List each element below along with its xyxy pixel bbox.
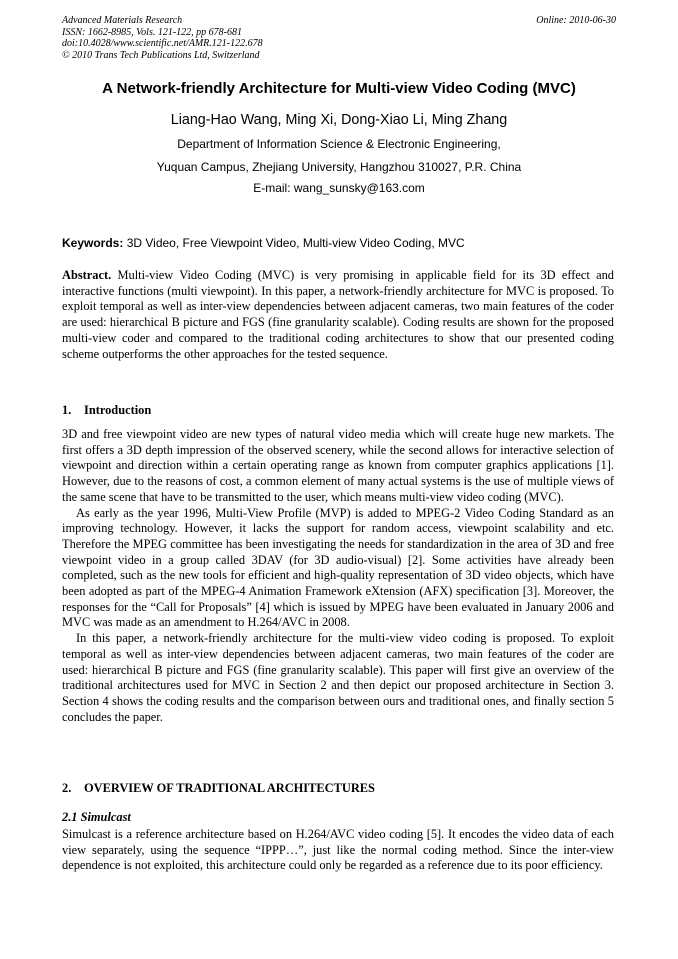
section-1-title: Introduction xyxy=(84,403,152,417)
abstract xyxy=(62,268,614,362)
section-1-number: 1. xyxy=(62,403,72,417)
keywords-text: 3D Video, Free Viewpoint Video, Multi-view Video Coding, MVC xyxy=(126,236,465,250)
affiliation-line-1: Department of Information Science & Electronic Engineering, xyxy=(177,137,501,151)
subsection-2-1-text: Simulcast is a reference architecture based on H.264/AVC video coding [5]. It encodes the video data of each view separately, using the sequence “IPPP…”, just like the normal coding method. Since the inter-view dependence is not exploited, this architecture could only be regarded as a reference due to its poor efficiency. xyxy=(62,827,614,873)
author-list: Liang-Hao Wang, Ming Xi, Dong-Xiao Li, Ming Zhang xyxy=(170,112,508,128)
section-1-body xyxy=(62,427,614,725)
journal-header xyxy=(62,15,616,61)
section-1-heading xyxy=(62,403,614,418)
section-1-paragraph: 3D and free viewpoint video are new types of natural video media which will create huge new markets. The first offers a 3D depth impression of the observed scenery, while the second allows for interactive selection of viewpoint and direction within a certain operating range as known from computer graphics applications [1]. However, due to the reasons of cost, a common element of many actual systems is the use of multiple views of the same scene that have to be transmitted to the user, which means multi-view video coding (MVC). xyxy=(62,427,614,504)
copyright-line: © 2010 Trans Tech Publications Ltd, Switzerland xyxy=(62,49,260,61)
journal-name: Advanced Materials Research xyxy=(62,15,183,26)
paper-title: A Network-friendly Architecture for Multi-view Video Coding (MVC) xyxy=(102,80,576,97)
section-1-paragraph: In this paper, a network-friendly architecture for the multi-view video coding is proposed. To exploit temporal as well as inter-view dependencies between adjacent cameras, two main features of the coder are used: hierarchical B picture and FGS (fine granularity scalable). This paper will first give an overview of the traditional architectures used for MVC in Section 2 and then depict our proposed architecture in Section 3. Section 4 shows the coding results and the comparison between ours and traditional ones, and finally section 5 concludes the paper. xyxy=(62,631,614,724)
section-2-number: 2. xyxy=(62,781,72,795)
keywords xyxy=(62,236,616,250)
abstract-label: Abstract. xyxy=(62,268,112,282)
subsection-2-1-heading: 2.1 Simulcast xyxy=(62,810,131,824)
abstract-text: Multi-view Video Coding (MVC) is very promising in applicable field for its 3D effect and interactive functions (multi viewpoint). In this paper, a network-friendly architecture for MVC is proposed. To exploit temporal as well as inter-view dependencies between adjacent cameras, two main features of the coder are used: hierarchical B picture and FGS (fine granularity scalable). Coding results are shown for the proposed multi-view coder and compared to the traditional coding architectures to show that our presented coding scheme outperforms the other approaches for the tested sequence. xyxy=(62,268,614,361)
keywords-label: Keywords: xyxy=(62,236,124,250)
section-2-heading xyxy=(62,781,614,796)
section-1-paragraph: As early as the year 1996, Multi-View Profile (MVP) is added to MPEG-2 Video Coding Standard as an improving technology. However, it lacks the support for random access, viewpoint scalability and etc. Therefore the MPEG committee has been investigating the needs for standardization in the area of 3D and free viewpoint video in a group called 3DAV (for 3D audio-visual) [2]. Some activities have already been completed, such as the new tools for efficient and high-quality representation of 3D video objects, which have been adopted as part of the MPEG-4 Animation Framework eXtension (AFX) specification [3]. Moreover, the responses for the “Call for Proposals” [4] which is issued by MPEG have been evaluated in January 2006 and MVC was made as an amendment to H.264/AVC in 2008. xyxy=(62,505,614,630)
subsection-2-1-body xyxy=(62,827,614,874)
issn-line: ISSN: 1662-8985, Vols. 121-122, pp 678-681 xyxy=(62,26,242,38)
section-2-title: OVERVIEW OF TRADITIONAL ARCHITECTURES xyxy=(84,781,375,795)
online-date: Online: 2010-06-30 xyxy=(536,15,616,26)
author-email: E-mail: wang_sunsky@163.com xyxy=(253,181,425,195)
doi-line: doi:10.4028/www.scientific.net/AMR.121-122.678 xyxy=(62,38,263,50)
affiliation-line-2: Yuquan Campus, Zhejiang University, Hangzhou 310027, P.R. China xyxy=(156,160,522,174)
